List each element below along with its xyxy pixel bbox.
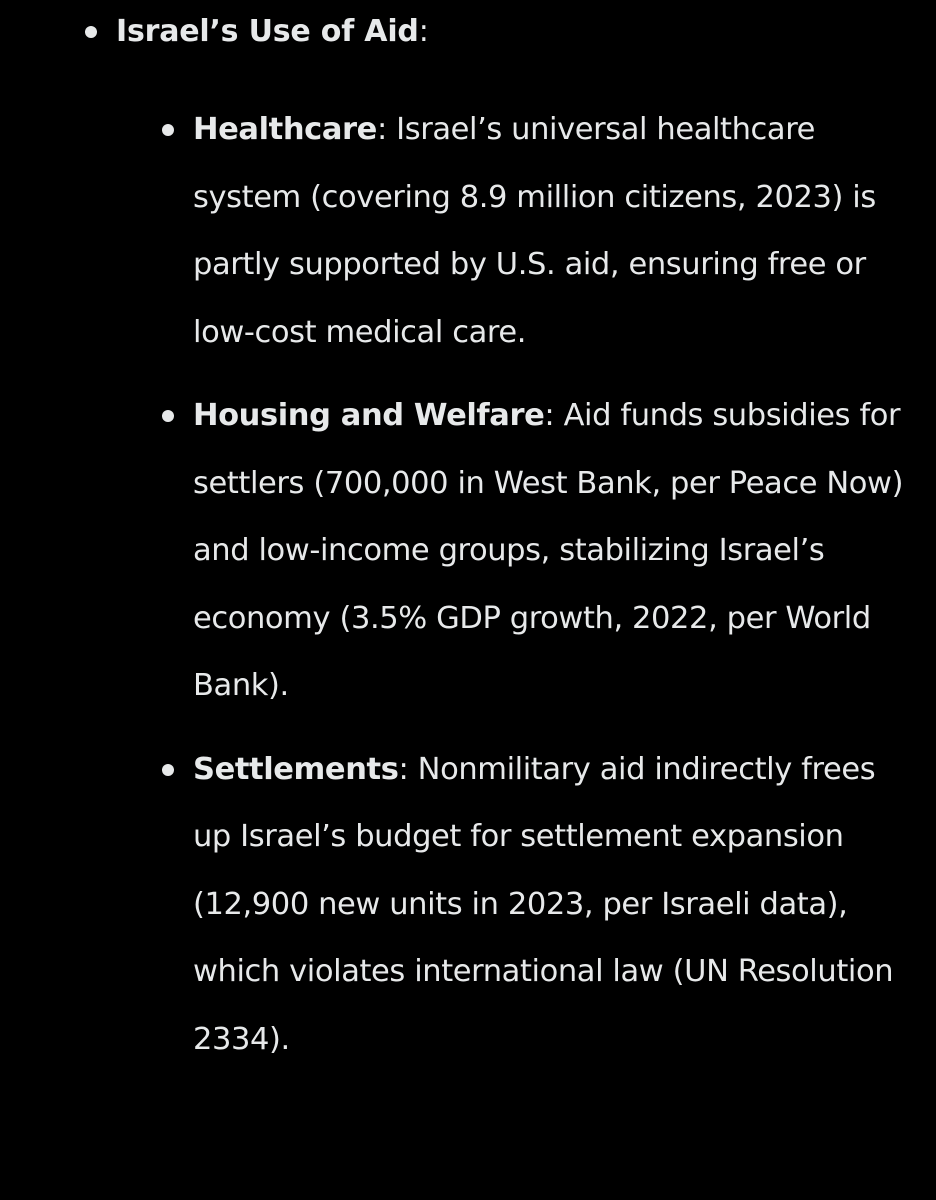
- bullet-icon: [162, 410, 174, 422]
- bullet-icon: [162, 764, 174, 776]
- item-separator: :: [544, 398, 555, 433]
- item-text: Nonmilitary aid indirectly frees up Israel’s budget for settlement expansion (12,900 new units in 2023, per Israeli data), which violates international law (UN Resolution 2334).: [193, 751, 894, 1057]
- list-item-housing-welfare: [193, 382, 908, 720]
- list-item-settlements: [193, 736, 908, 1074]
- item-separator: :: [376, 112, 387, 147]
- item-title: Settlements: [193, 751, 399, 787]
- item-text: Israel’s universal healthcare system (covering 8.9 million citizens, 2023) is partly supported by U.S. aid, ensuring free or low-cost medical care.: [193, 112, 876, 350]
- bullet-icon: [162, 124, 174, 136]
- section-heading: [116, 8, 429, 56]
- list-item-healthcare: [193, 96, 908, 366]
- item-title: Healthcare: [193, 112, 377, 147]
- item-title: Housing and Welfare: [193, 398, 545, 433]
- item-text: Aid funds subsidies for settlers (700,000 in West Bank, per Peace Now) and low-income groups, stabilizing Israel’s economy (3.5% GDP growth, 2022, per World Bank).: [193, 398, 904, 703]
- sub-list: [193, 96, 908, 1089]
- item-separator: :: [398, 751, 409, 787]
- bullet-icon: [85, 26, 97, 38]
- section-heading-colon: :: [418, 14, 429, 49]
- section-heading-label: Israel’s Use of Aid: [116, 14, 419, 49]
